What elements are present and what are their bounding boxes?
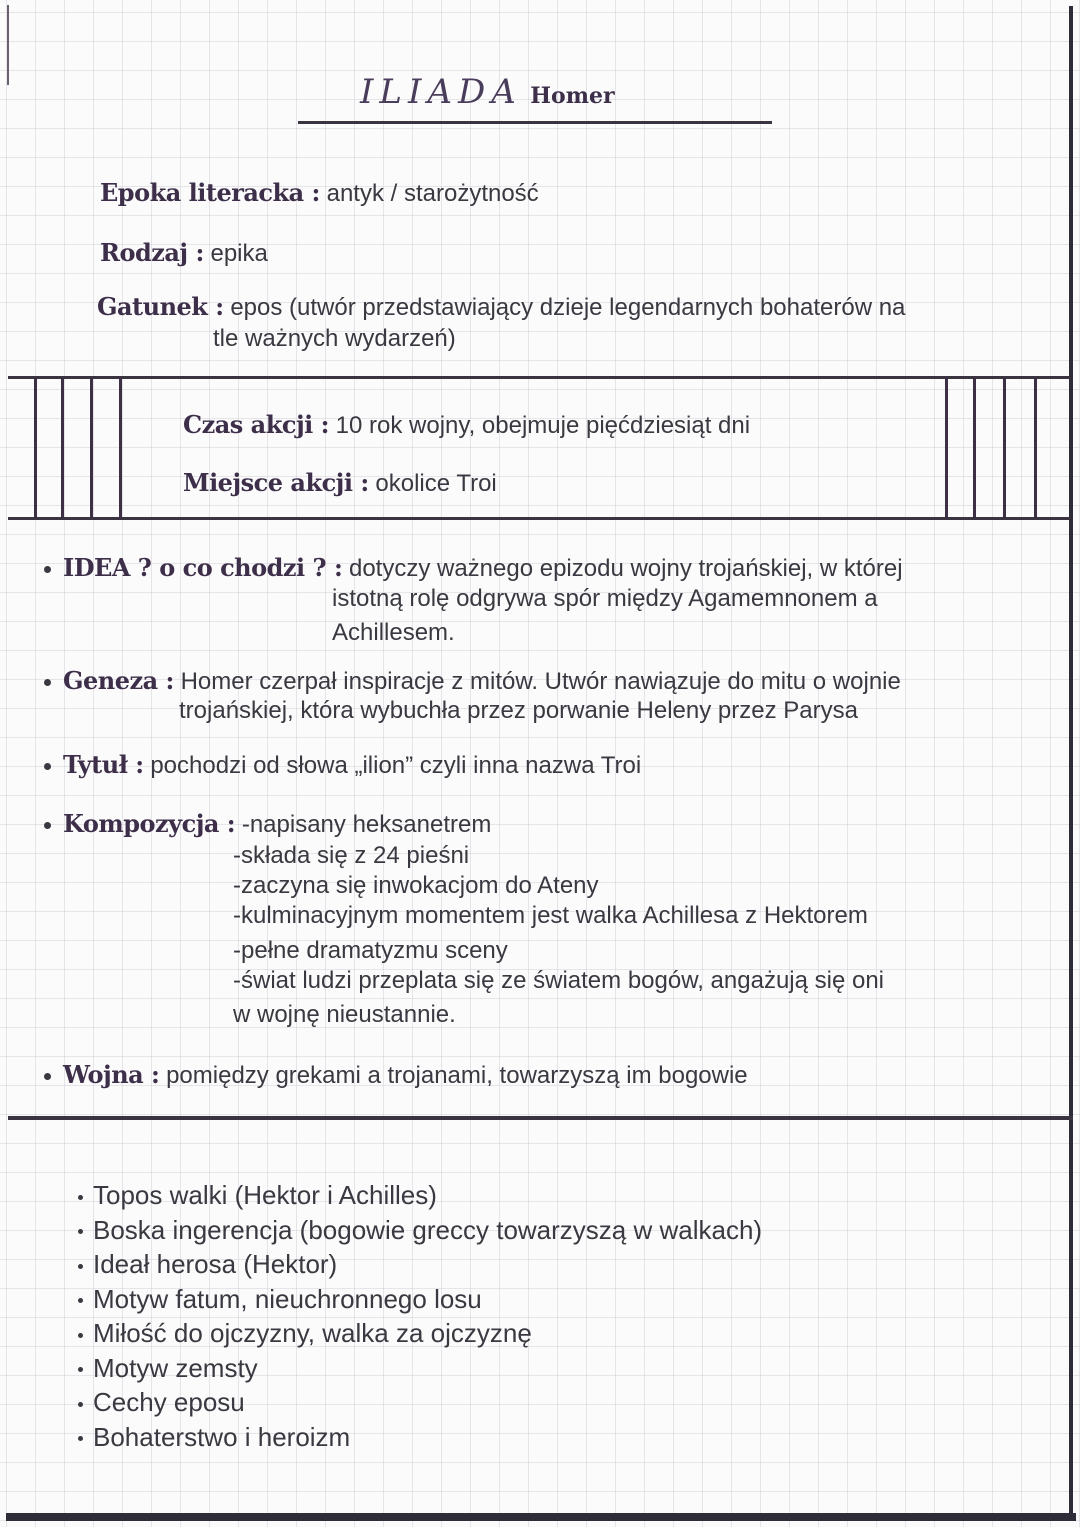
idea-label: IDEA ? o co chodzi ? : bbox=[63, 553, 343, 582]
left-stripe-4 bbox=[119, 378, 122, 518]
geneza-line-1: Homer czerpał inspiracje z mitów. Utwór nawiązuje do mitu o wojnie bbox=[180, 668, 901, 695]
bottom-page-edge bbox=[6, 1513, 1076, 1521]
kompozycja-line-3: -zaczyna się inwokacjom do Ateny bbox=[233, 872, 599, 899]
kompozycja-label: Kompozycja : bbox=[63, 809, 236, 838]
gatunek-value-line1: epos (utwór przedstawiający dzieje legendarnych bohaterów na bbox=[230, 294, 906, 321]
epoka-value: antyk / starożytność bbox=[326, 180, 539, 207]
gatunek-row bbox=[97, 292, 905, 322]
gatunek-value-line2: tle ważnych wydarzeń) bbox=[213, 325, 456, 352]
wojna-label: Wojna : bbox=[63, 1060, 160, 1089]
bullet-icon bbox=[44, 822, 51, 829]
band-bottom-rule bbox=[8, 517, 1070, 520]
idea-line-2: istotną rolę odgrywa spór między Agamemnonem a bbox=[332, 585, 878, 612]
tytul-label: Tytuł : bbox=[63, 750, 144, 779]
title-text: ILIADA bbox=[360, 72, 522, 112]
rodzaj-label: Rodzaj : bbox=[100, 238, 204, 267]
title-block bbox=[360, 72, 615, 112]
kompozycja-line-5: -pełne dramatyzmu sceny bbox=[233, 937, 508, 964]
rodzaj-row bbox=[100, 238, 268, 268]
left-stripe-2 bbox=[61, 378, 64, 518]
left-page-edge bbox=[7, 5, 9, 85]
bullet-icon bbox=[44, 1073, 51, 1080]
right-page-edge bbox=[1069, 6, 1073, 1516]
section-divider bbox=[8, 1116, 1073, 1120]
right-stripe-1 bbox=[945, 376, 948, 518]
kompozycja-line-2: -składa się z 24 pieśni bbox=[233, 842, 470, 869]
right-stripe-2 bbox=[973, 376, 976, 518]
motif-item: Boska ingerencja (bogowie greccy towarzyszą w walkach) bbox=[78, 1213, 762, 1248]
kompozycja-line-6: -świat ludzi przeplata się ze światem bogów, angażują się oni bbox=[233, 967, 885, 994]
bullet-icon bbox=[78, 1436, 83, 1441]
kompozycja-line-4: -kulminacyjnym momentem jest walka Achillesa z Hektorem bbox=[233, 902, 868, 929]
left-stripe-3 bbox=[90, 378, 93, 518]
motif-item: Ideał herosa (Hektor) bbox=[78, 1247, 762, 1282]
bullet-icon bbox=[44, 763, 51, 770]
kompozycja-line-7: w wojnę nieustannie. bbox=[233, 1001, 456, 1028]
geneza-line-2: trojańskiej, która wybuchła przez porwanie Heleny przez Parysa bbox=[179, 697, 858, 724]
bullet-icon bbox=[78, 1264, 83, 1269]
miejsce-akcji-row bbox=[183, 468, 497, 498]
tytul-value: pochodzi od słowa „ilion” czyli inna nazwa Troi bbox=[150, 752, 642, 779]
bullet-icon bbox=[78, 1195, 83, 1200]
motif-item: Miłość do ojczyzny, walka za ojczyznę bbox=[78, 1316, 762, 1351]
idea-row bbox=[44, 553, 903, 583]
miejsce-akcji-value: okolice Troi bbox=[375, 470, 497, 497]
motif-item: Cechy eposu bbox=[78, 1385, 762, 1420]
epoka-label: Epoka literacka : bbox=[100, 178, 320, 207]
motif-item: Topos walki (Hektor i Achilles) bbox=[78, 1178, 762, 1213]
czas-akcji-value: 10 rok wojny, obejmuje pięćdziesiąt dni bbox=[335, 412, 751, 439]
motif-item: Bohaterstwo i heroizm bbox=[78, 1420, 762, 1455]
left-stripe-1 bbox=[34, 378, 37, 518]
bullet-icon bbox=[78, 1298, 83, 1303]
geneza-row bbox=[44, 666, 901, 696]
bullet-icon bbox=[78, 1333, 83, 1338]
geneza-label: Geneza : bbox=[63, 666, 174, 695]
title-underline bbox=[298, 121, 772, 124]
miejsce-akcji-label: Miejsce akcji : bbox=[183, 468, 369, 497]
kompozycja-row bbox=[44, 809, 491, 839]
czas-akcji-row bbox=[183, 410, 750, 440]
kompozycja-line-1: -napisany heksanetrem bbox=[241, 811, 492, 838]
bullet-icon bbox=[78, 1402, 83, 1407]
czas-akcji-label: Czas akcji : bbox=[183, 410, 329, 439]
idea-line-3: Achillesem. bbox=[332, 619, 455, 646]
bullet-icon bbox=[44, 566, 51, 573]
motifs-list bbox=[78, 1178, 762, 1454]
rodzaj-value: epika bbox=[210, 240, 268, 267]
wojna-row bbox=[44, 1060, 748, 1090]
bullet-icon bbox=[44, 679, 51, 686]
author-name: Homer bbox=[530, 83, 615, 109]
epoka-row bbox=[100, 178, 539, 208]
right-stripe-3 bbox=[1003, 376, 1006, 518]
bullet-icon bbox=[78, 1229, 83, 1234]
tytul-row bbox=[44, 750, 641, 780]
band-top-rule bbox=[8, 376, 1070, 379]
idea-line-1: dotyczy ważnego epizodu wojny trojańskiej, w której bbox=[348, 555, 903, 582]
wojna-value: pomiędzy grekami a trojanami, towarzyszą im bogowie bbox=[166, 1062, 748, 1089]
gatunek-label: Gatunek : bbox=[97, 292, 224, 321]
right-stripe-4 bbox=[1034, 376, 1037, 518]
motif-item: Motyw zemsty bbox=[78, 1351, 762, 1386]
motif-item: Motyw fatum, nieuchronnego losu bbox=[78, 1282, 762, 1317]
bullet-icon bbox=[78, 1367, 83, 1372]
